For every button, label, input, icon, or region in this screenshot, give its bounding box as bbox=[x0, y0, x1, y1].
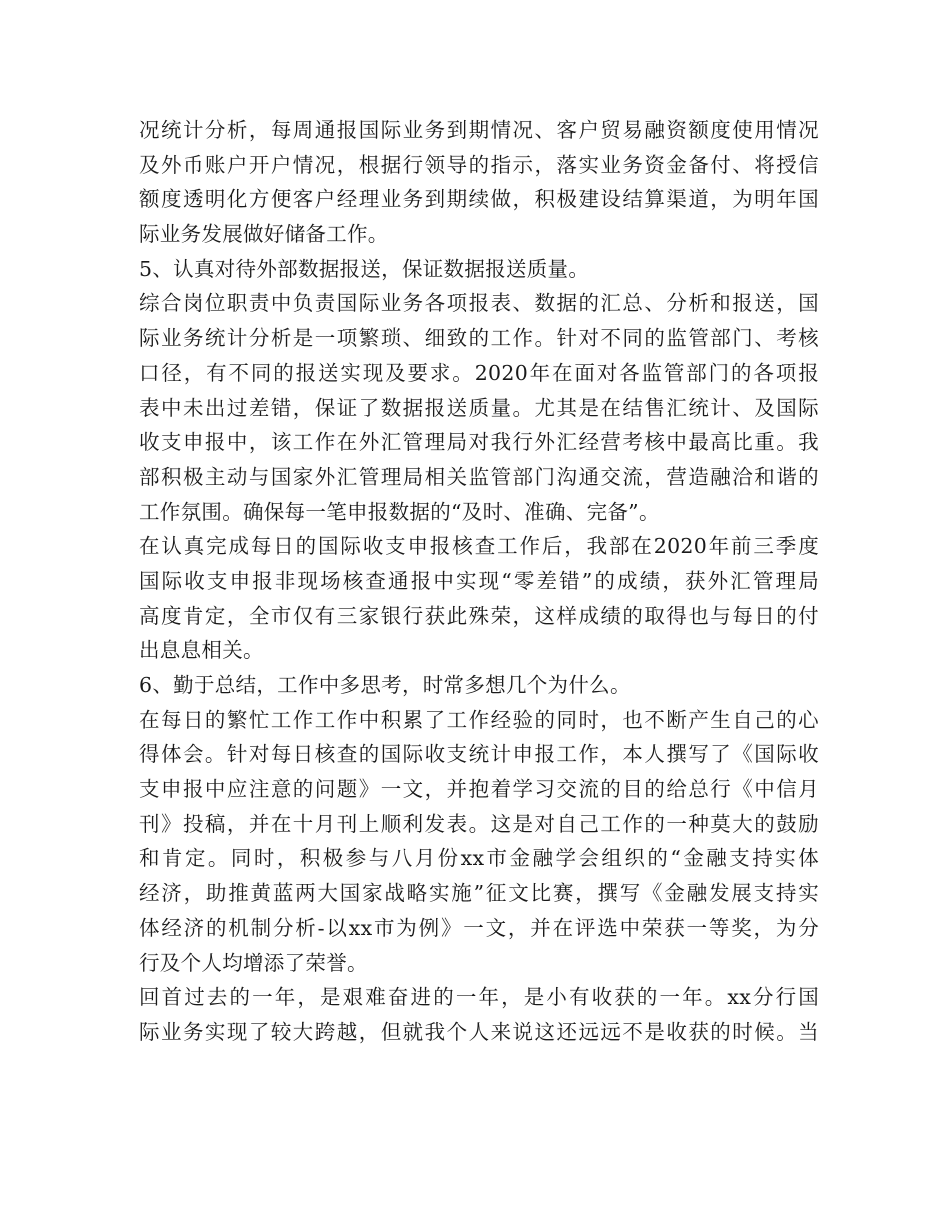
text-line: 部积极主动与国家外汇管理局相关监管部门沟通交流，营造融洽和谐的 bbox=[139, 464, 819, 489]
text-line: 综合岗位职责中负责国际业务各项报表、数据的汇总、分析和报送，国 bbox=[139, 291, 819, 316]
text-line: 行及个人均增添了荣誉。 bbox=[139, 950, 368, 975]
text-line: 国际收支申报非现场核查通报中实现“零差错”的成绩，获外汇管理局 bbox=[139, 568, 819, 593]
text-line: 额度透明化方便客户经理业务到期续做，积极建设结算渠道，为明年国 bbox=[139, 187, 819, 212]
text-line: 体经济的机制分析-以xx市为例》一文，并在评选中荣获一等奖，为分 bbox=[139, 915, 819, 940]
text-line: 和肯定。同时，积极参与八月份xx市金融学会组织的“金融支持实体 bbox=[139, 846, 819, 871]
text-line: 高度肯定，全市仅有三家银行获此殊荣，这样成绩的取得也与每日的付 bbox=[139, 603, 819, 628]
body-text bbox=[139, 113, 819, 1050]
text-line: 出息息相关。 bbox=[139, 638, 264, 663]
text-line: 在每日的繁忙工作工作中积累了工作经验的同时，也不断产生自己的心 bbox=[139, 707, 819, 732]
text-line: 收支申报中，该工作在外汇管理局对我行外汇经营考核中最高比重。我 bbox=[139, 430, 819, 455]
text-line: 6、勤于总结，工作中多思考，时常多想几个为什么。 bbox=[139, 673, 631, 697]
text-line: 际业务实现了较大跨越，但就我个人来说这还远远不是收获的时候。当 bbox=[139, 1019, 819, 1044]
text-line: 表中未出过差错，保证了数据报送质量。尤其是在结售汇统计、及国际 bbox=[139, 395, 819, 420]
text-line: 况统计分析，每周通报国际业务到期情况、客户贸易融资额度使用情况 bbox=[139, 118, 819, 142]
text-line: 在认真完成每日的国际收支申报核查工作后，我部在2020年前三季度 bbox=[139, 534, 819, 559]
text-line: 工作氛围。确保每一笔申报数据的“及时、准确、完备”。 bbox=[139, 499, 660, 524]
text-line: 际业务发展做好储备工作。 bbox=[139, 222, 389, 247]
text-line: 经济，助推黄蓝两大国家战略实施”征文比赛，撰写《金融发展支持实 bbox=[139, 881, 819, 906]
text-line: 刊》投稿，并在十月刊上顺利发表。这是对自己工作的一种莫大的鼓励 bbox=[139, 811, 819, 836]
text-line: 际业务统计分析是一项繁琐、细致的工作。针对不同的监管部门、考核 bbox=[139, 326, 819, 351]
text-line: 支申报中应注意的问题》一文，并抱着学习交流的目的给总行《中信月 bbox=[139, 777, 819, 802]
text-line: 回首过去的一年，是艰难奋进的一年，是小有收获的一年。xx分行国 bbox=[139, 985, 819, 1010]
text-line: 5、认真对待外部数据报送，保证数据报送质量。 bbox=[139, 256, 590, 281]
text-line: 及外币账户开户情况，根据行领导的指示，落实业务资金备付、将授信 bbox=[139, 152, 819, 177]
text-line: 得体会。针对每日核查的国际收支统计申报工作，本人撰写了《国际收 bbox=[139, 742, 819, 767]
text-line: 口径，有不同的报送实现及要求。2020年在面对各监管部门的各项报 bbox=[139, 360, 819, 385]
